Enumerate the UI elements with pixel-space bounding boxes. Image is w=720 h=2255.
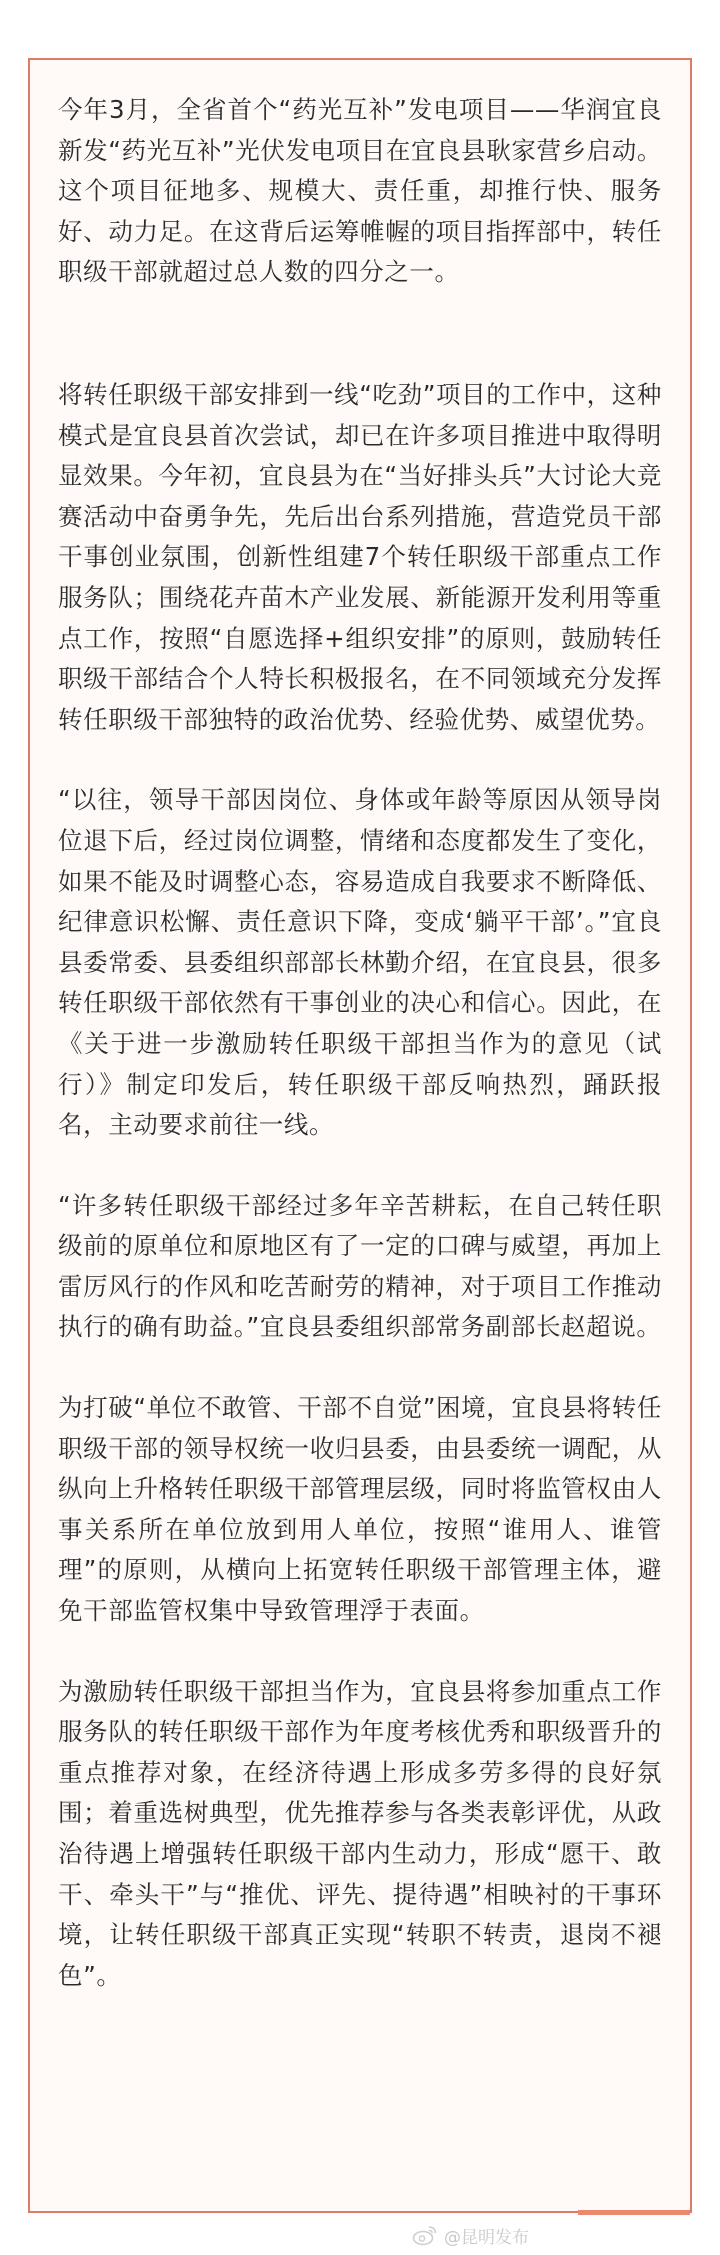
article-paragraph-3: “许多转任职级干部经过多年辛苦耕耘，在自己转任职级前的原单位和原地区有了一定的口碑与威望，再加上雷厉风行的作风和吃苦耐劳的精神，对于项目工作推动执行的确有助益。”宜良县委组织部常务副部长赵超说。 — [58, 1190, 662, 1342]
accent-bar — [578, 2210, 690, 2215]
article-paragraph-5: 为激励转任职级干部担当作为，宜良县将参加重点工作服务队的转任职级干部作为年度考核优秀和职级晋升的重点推荐对象，在经济待遇上形成多劳多得的良好氛围；着重选树典型，优先推荐参与各类表彰评优，从政治待遇上增强转任职级干部内生动力，形成“愿干、敢干、牵头干”与“推优、评先、提待遇”相映衬的干事环境，让转任职级干部真正实现“转职不转责，退岗不褪色”。 — [58, 1676, 662, 1990]
weibo-icon — [412, 2224, 438, 2246]
article-paragraph-2: “以往，领导干部因岗位、身体或年龄等原因从领导岗位退下后，经过岗位调整，情绪和态度都发生了变化，如果不能及时调整心态，容易造成自我要求不断降低、纪律意识松懈、责任意识下降，变成‘躺平干部’。”宜良县委常委、县委组织部部长林勤介绍，在宜良县，很多转任职级干部依然有干事创业的决心和信心。因此，在《关于进一步激励转任职级干部担当作为的意见（试行）》制定印发后，转任职级干部反响热烈，踊跃报名，主动要求前往一线。 — [58, 785, 662, 1140]
article-paragraph-4: 为打破“单位不敢管、干部不自觉”困境，宜良县将转任职级干部的领导权统一收归县委，由县委统一调配，从纵向上升格转任职级干部管理层级，同时将监管权由人事关系所在单位放到用人单位，按照“谁用人、谁管理”的原则，从横向上拓宽转任职级干部管理主体，避免干部监管权集中导致管理浮于表面。 — [58, 1393, 662, 1626]
article-paragraph-1: 将转任职级干部安排到一线“吃劲”项目的工作中，这种模式是宜良县首次尝试，却已在许多项目推进中取得明显效果。今年初，宜良县为在“当好排头兵”大讨论大竞赛活动中奋勇争先，先后出台系列措施，营造党员干部干事创业氛围，创新性组建7个转任职级干部重点工作服务队；围绕花卉苗木产业发展、新能源开发利用等重点工作，按照“自愿选择+组织安排”的原则，鼓励转任职级干部结合个人特长积极报名，在不同领域充分发挥转任职级干部独特的政治优势、经验优势、威望优势。 — [58, 380, 662, 734]
intro-paragraph: 今年3月，全省首个“药光互补”发电项目——华润宜良新发“药光互补”光伏发电项目在宜良县耿家营乡启动。这个项目征地多、规模大、责任重，却推行快、服务好、动力足。在这背后运筹帷幄的项目指挥部中，转任职级干部就超过总人数的四分之一。 — [58, 95, 662, 287]
weibo-watermark — [412, 2222, 529, 2248]
intro-box — [28, 58, 692, 350]
main-article-box — [28, 345, 692, 2213]
watermark-text: @昆明发布 — [444, 2227, 529, 2248]
